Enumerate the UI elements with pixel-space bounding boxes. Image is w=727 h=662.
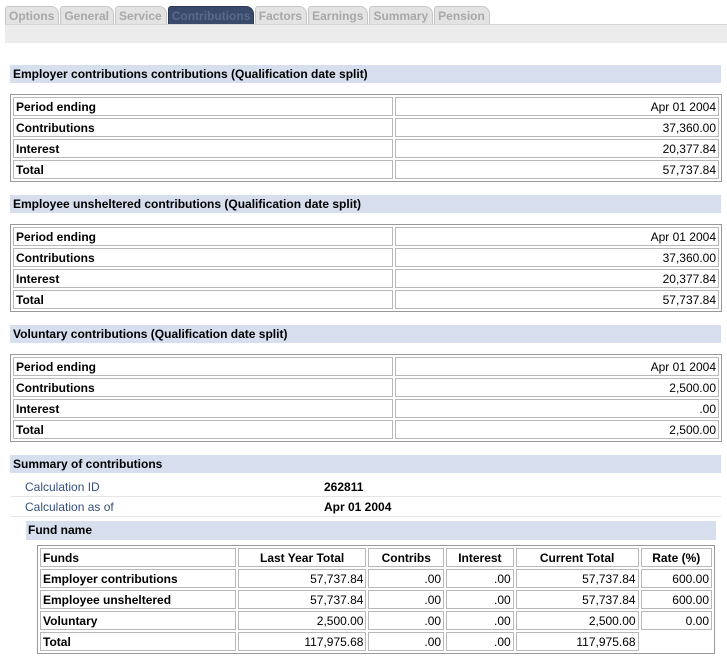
voluntary-contributions-table [10,354,722,442]
row-value: 20,377.84 [395,139,719,158]
cell: 2,500.00 [516,611,639,630]
table-row [13,248,719,267]
table-row [13,399,719,418]
table-row [13,139,719,158]
cell: 57,737.84 [516,569,639,588]
funds-table [37,545,715,654]
cell: 600.00 [641,590,712,609]
row-label: Contributions [13,118,393,137]
fund-name: Employee unsheltered [40,590,236,609]
cell: 600.00 [641,569,712,588]
cell: 117,975.68 [516,632,639,651]
table-row [40,611,712,630]
table-row [13,290,719,309]
row-label: Interest [13,399,393,418]
calc-asof-row [11,497,721,517]
calc-id-value: 262811 [324,480,364,494]
row-value: 20,377.84 [395,269,719,288]
table-row [13,269,719,288]
row-value: 2,500.00 [395,378,719,397]
cell: 57,737.84 [516,590,639,609]
tab-pension[interactable]: Pension [434,6,490,25]
col-header: Last Year Total [238,548,367,567]
table-row [40,590,712,609]
cell: 0.00 [641,611,712,630]
fund-name-header: Fund name [26,521,716,540]
cell: .00 [446,590,514,609]
col-header: Rate (%) [641,548,712,567]
table-row [13,160,719,179]
row-label: Interest [13,139,393,158]
row-label: Period ending [13,227,393,246]
row-label: Total [13,290,393,309]
row-value: 57,737.84 [395,290,719,309]
cell [641,632,712,651]
tab-service[interactable]: Service [115,6,167,25]
table-row [13,97,719,116]
cell: .00 [368,569,444,588]
calc-id-label: Calculation ID [25,480,100,494]
col-header: Contribs [368,548,444,567]
cell: 2,500.00 [238,611,367,630]
cell: 117,975.68 [238,632,367,651]
tab-earnings[interactable]: Earnings [308,6,368,25]
row-label: Contributions [13,378,393,397]
tab-options[interactable]: Options [5,6,59,25]
table-row [13,357,719,376]
row-value: Apr 01 2004 [395,227,719,246]
tab-summary[interactable]: Summary [369,6,433,25]
table-row [13,420,719,439]
row-value: 2,500.00 [395,420,719,439]
tab-bar [5,5,491,25]
row-label: Total [13,420,393,439]
table-row [40,569,712,588]
row-value: Apr 01 2004 [395,97,719,116]
cell: 57,737.84 [238,569,367,588]
summary-title: Summary of contributions [10,455,721,473]
tab-factors[interactable]: Factors [255,6,307,25]
row-value: 37,360.00 [395,118,719,137]
cell: .00 [368,611,444,630]
col-header: Interest [446,548,514,567]
section-title-voluntary: Voluntary contributions (Qualification date split) [10,325,721,343]
fund-name: Total [40,632,236,651]
employee-unsheltered-table [10,224,722,312]
employer-contributions-table [10,94,722,182]
table-row [40,632,712,651]
tab-general[interactable]: General [60,6,114,25]
cell: 57,737.84 [238,590,367,609]
row-value: 57,737.84 [395,160,719,179]
toolbar-strip [5,24,727,43]
col-header: Current Total [516,548,639,567]
fund-name: Voluntary [40,611,236,630]
section-title-employee-unsheltered: Employee unsheltered contributions (Qualification date split) [10,195,721,213]
cell: .00 [368,632,444,651]
row-value: Apr 01 2004 [395,357,719,376]
cell: .00 [368,590,444,609]
table-row [13,227,719,246]
col-header: Funds [40,548,236,567]
table-row [13,378,719,397]
calc-asof-value: Apr 01 2004 [324,500,392,514]
cell: .00 [446,632,514,651]
row-label: Interest [13,269,393,288]
cell: .00 [446,569,514,588]
row-label: Total [13,160,393,179]
row-value: 37,360.00 [395,248,719,267]
row-label: Contributions [13,248,393,267]
fund-name: Employer contributions [40,569,236,588]
table-row [13,118,719,137]
funds-header-row [40,548,712,567]
cell: .00 [446,611,514,630]
section-title-employer: Employer contributions contributions (Qualification date split) [10,65,721,83]
calc-asof-label: Calculation as of [25,500,114,514]
row-value: .00 [395,399,719,418]
tab-contributions[interactable]: Contributions [168,6,254,25]
calc-id-row [11,477,721,497]
row-label: Period ending [13,97,393,116]
row-label: Period ending [13,357,393,376]
